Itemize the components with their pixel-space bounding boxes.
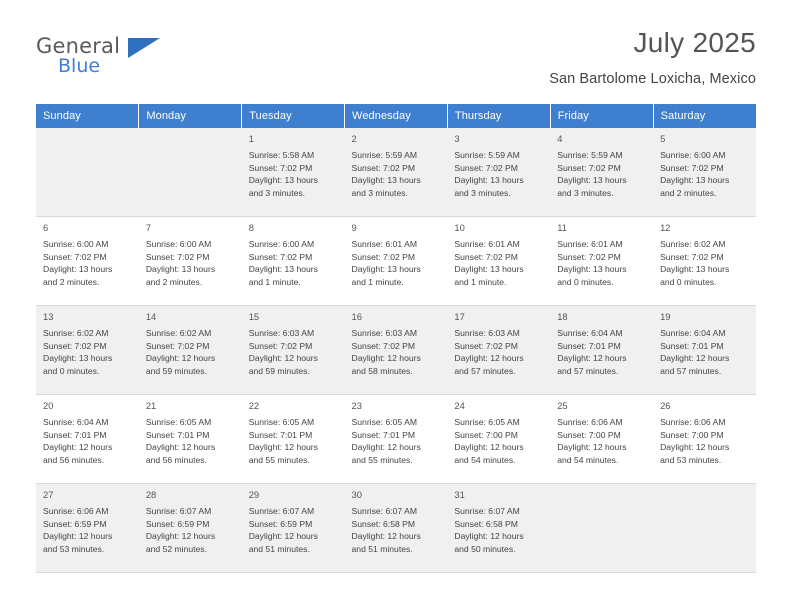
- day-info-line: Sunrise: 6:02 AM: [660, 238, 726, 249]
- day-info-line: Daylight: 13 hours: [454, 264, 524, 275]
- day-info-line: Daylight: 13 hours: [248, 264, 318, 275]
- day-info-line: Sunrise: 5:59 AM: [454, 149, 520, 160]
- day-info-line: Sunrise: 6:03 AM: [454, 327, 520, 338]
- day-info-line: and 2 minutes.: [145, 277, 203, 288]
- calendar-day-cell[interactable]: [36, 217, 139, 306]
- day-number: 4: [557, 133, 563, 144]
- day-info-line: Daylight: 12 hours: [351, 353, 421, 364]
- day-info-line: Sunset: 7:02 PM: [351, 251, 416, 262]
- day-number: 18: [557, 311, 568, 322]
- day-info-line: Sunrise: 6:04 AM: [557, 327, 623, 338]
- day-number: 27: [43, 489, 54, 500]
- day-info-line: Sunset: 7:01 PM: [660, 340, 724, 351]
- day-number: 19: [660, 311, 671, 322]
- day-info-line: Sunrise: 6:05 AM: [351, 416, 417, 427]
- day-info-line: and 2 minutes.: [43, 277, 100, 288]
- day-info-line: and 56 minutes.: [145, 455, 207, 466]
- day-number: 10: [454, 222, 465, 233]
- day-info-line: Sunrise: 6:00 AM: [660, 149, 726, 160]
- day-sun-info: [352, 505, 442, 556]
- day-info-line: Sunrise: 6:06 AM: [43, 505, 109, 516]
- day-number: 25: [557, 400, 568, 411]
- day-number: 6: [43, 222, 49, 233]
- calendar-week-row: [36, 217, 756, 306]
- day-info-line: and 3 minutes.: [454, 188, 511, 199]
- day-number: 21: [145, 400, 157, 411]
- day-info-line: Daylight: 12 hours: [557, 442, 627, 453]
- day-number: 30: [351, 489, 362, 500]
- calendar-day-cell[interactable]: [550, 128, 653, 217]
- day-info-line: Sunrise: 6:03 AM: [248, 327, 315, 338]
- day-info-line: Daylight: 12 hours: [248, 353, 318, 364]
- calendar-day-cell[interactable]: [653, 306, 756, 395]
- calendar-week-row: [36, 395, 756, 484]
- calendar-empty-cell: [139, 128, 242, 217]
- weekday-thursday: Thursday: [447, 104, 550, 128]
- day-sun-info: [249, 416, 339, 467]
- calendar-day-cell[interactable]: [242, 217, 345, 306]
- day-info-line: Sunset: 7:00 PM: [454, 429, 518, 440]
- day-info-line: and 52 minutes.: [145, 544, 207, 555]
- day-sun-info: [146, 416, 236, 467]
- day-info-line: Sunset: 7:02 PM: [351, 340, 416, 351]
- day-info-line: Sunset: 7:01 PM: [557, 340, 621, 351]
- day-info-line: Sunrise: 6:01 AM: [454, 238, 520, 249]
- day-number: 8: [248, 222, 254, 233]
- day-info-line: and 57 minutes.: [660, 366, 722, 377]
- day-info-line: Sunrise: 6:00 AM: [145, 238, 212, 249]
- calendar-week-row: [36, 128, 756, 217]
- weekday-sunday: Sunday: [36, 104, 139, 128]
- day-sun-info: [454, 238, 544, 289]
- day-number: 13: [43, 311, 54, 322]
- day-sun-info: [557, 238, 647, 289]
- day-sun-info: [454, 505, 544, 556]
- weekday-wednesday: Wednesday: [345, 104, 448, 128]
- day-sun-info: [249, 327, 339, 378]
- logo-text-general: General: [36, 34, 121, 58]
- day-info-line: and 54 minutes.: [454, 455, 516, 466]
- day-info-line: Sunset: 6:58 PM: [351, 518, 416, 529]
- day-info-line: Sunrise: 5:59 AM: [351, 149, 417, 160]
- day-info-line: Sunset: 7:01 PM: [248, 429, 313, 440]
- day-sun-info: [557, 416, 647, 467]
- day-info-line: and 51 minutes.: [248, 544, 310, 555]
- calendar-day-cell[interactable]: [36, 306, 139, 395]
- day-info-line: and 3 minutes.: [248, 188, 306, 199]
- day-info-line: Sunrise: 6:06 AM: [660, 416, 726, 427]
- day-info-line: Sunrise: 6:00 AM: [43, 238, 109, 249]
- calendar-day-cell[interactable]: [242, 395, 345, 484]
- day-info-line: and 3 minutes.: [557, 188, 614, 199]
- day-info-line: Daylight: 12 hours: [351, 531, 421, 542]
- day-number: 14: [145, 311, 157, 322]
- day-info-line: Sunrise: 6:07 AM: [145, 505, 212, 516]
- calendar-body: [36, 128, 756, 573]
- day-info-line: Daylight: 12 hours: [454, 442, 524, 453]
- weekday-header-row: [36, 104, 756, 128]
- day-info-line: Sunset: 7:00 PM: [557, 429, 621, 440]
- day-info-line: and 1 minute.: [351, 277, 404, 288]
- day-info-line: Sunset: 7:02 PM: [660, 162, 724, 173]
- day-info-line: Daylight: 12 hours: [660, 353, 730, 364]
- day-number: 28: [145, 489, 157, 500]
- day-sun-info: [352, 416, 442, 467]
- day-info-line: Daylight: 12 hours: [454, 353, 524, 364]
- calendar-day-cell[interactable]: [345, 395, 448, 484]
- day-info-line: Daylight: 12 hours: [557, 353, 627, 364]
- day-info-line: and 58 minutes.: [351, 366, 413, 377]
- day-info-line: Daylight: 13 hours: [145, 264, 216, 275]
- day-sun-info: [43, 238, 133, 289]
- day-number: 5: [660, 133, 666, 144]
- day-info-line: Sunset: 7:02 PM: [145, 251, 210, 262]
- day-number: 12: [660, 222, 671, 233]
- day-info-line: Daylight: 12 hours: [145, 442, 216, 453]
- day-info-line: Sunset: 7:00 PM: [660, 429, 724, 440]
- day-info-line: Sunrise: 6:02 AM: [43, 327, 109, 338]
- day-info-line: Daylight: 13 hours: [248, 175, 318, 186]
- day-info-line: Daylight: 13 hours: [557, 264, 627, 275]
- calendar-day-cell[interactable]: [653, 128, 756, 217]
- day-info-line: Sunset: 7:02 PM: [351, 162, 416, 173]
- day-sun-info: [249, 149, 339, 200]
- day-sun-info: [146, 327, 236, 378]
- calendar-day-cell[interactable]: [447, 128, 550, 217]
- day-info-line: Sunrise: 5:59 AM: [557, 149, 623, 160]
- day-info-line: Sunrise: 6:06 AM: [557, 416, 623, 427]
- calendar-day-cell[interactable]: [447, 395, 550, 484]
- day-info-line: Sunrise: 6:01 AM: [351, 238, 417, 249]
- day-info-line: Sunset: 6:59 PM: [145, 518, 210, 529]
- day-info-line: Sunrise: 6:05 AM: [248, 416, 315, 427]
- calendar-day-cell[interactable]: [447, 484, 550, 573]
- day-number: 23: [351, 400, 362, 411]
- day-info-line: Daylight: 13 hours: [454, 175, 524, 186]
- day-info-line: Sunset: 6:59 PM: [43, 518, 107, 529]
- day-info-line: and 56 minutes.: [43, 455, 105, 466]
- day-info-line: Sunrise: 6:02 AM: [145, 327, 212, 338]
- day-info-line: Daylight: 12 hours: [248, 531, 318, 542]
- calendar-day-cell[interactable]: [550, 217, 653, 306]
- day-info-line: Sunset: 7:02 PM: [248, 340, 313, 351]
- day-info-line: and 0 minutes.: [557, 277, 614, 288]
- day-info-line: Sunset: 7:02 PM: [248, 251, 313, 262]
- day-info-line: and 3 minutes.: [351, 188, 408, 199]
- day-info-line: Sunset: 7:02 PM: [454, 251, 518, 262]
- day-number: 9: [351, 222, 357, 233]
- weekday-tuesday: Tuesday: [242, 104, 345, 128]
- day-info-line: and 0 minutes.: [43, 366, 100, 377]
- day-info-line: Sunset: 7:01 PM: [351, 429, 416, 440]
- day-info-line: Daylight: 12 hours: [43, 531, 113, 542]
- day-sun-info: [660, 327, 750, 378]
- day-info-line: Sunset: 7:02 PM: [557, 162, 621, 173]
- day-info-line: Sunset: 7:02 PM: [454, 162, 518, 173]
- day-info-line: and 54 minutes.: [557, 455, 619, 466]
- day-info-line: Daylight: 12 hours: [660, 442, 730, 453]
- calendar-day-cell[interactable]: [550, 395, 653, 484]
- calendar-day-cell[interactable]: [345, 128, 448, 217]
- calendar-day-cell[interactable]: [345, 484, 448, 573]
- day-info-line: and 59 minutes.: [145, 366, 207, 377]
- calendar-empty-cell: [653, 484, 756, 573]
- day-info-line: Sunrise: 6:07 AM: [351, 505, 417, 516]
- calendar-day-cell[interactable]: [36, 484, 139, 573]
- day-sun-info: [43, 505, 133, 556]
- day-sun-info: [454, 149, 544, 200]
- day-info-line: Daylight: 13 hours: [43, 353, 113, 364]
- day-info-line: Daylight: 12 hours: [454, 531, 524, 542]
- day-number: 1: [248, 133, 254, 144]
- day-sun-info: [146, 505, 236, 556]
- day-info-line: Sunrise: 6:04 AM: [43, 416, 109, 427]
- day-info-line: Daylight: 12 hours: [43, 442, 113, 453]
- calendar-day-cell[interactable]: [242, 128, 345, 217]
- day-info-line: Sunset: 7:02 PM: [557, 251, 621, 262]
- day-sun-info: [146, 238, 236, 289]
- day-info-line: Sunset: 7:02 PM: [43, 251, 107, 262]
- day-info-line: Sunset: 7:02 PM: [145, 340, 210, 351]
- day-info-line: Daylight: 13 hours: [351, 264, 421, 275]
- day-number: 11: [557, 222, 567, 233]
- calendar-week-row: [36, 306, 756, 395]
- day-info-line: and 2 minutes.: [660, 188, 717, 199]
- weekday-saturday: Saturday: [653, 104, 756, 128]
- calendar-week-row: [36, 484, 756, 573]
- day-info-line: Sunset: 7:02 PM: [43, 340, 107, 351]
- weekday-friday: Friday: [550, 104, 653, 128]
- day-sun-info: [352, 149, 442, 200]
- calendar-day-cell[interactable]: [447, 306, 550, 395]
- calendar-day-cell[interactable]: [139, 217, 242, 306]
- day-info-line: Sunrise: 6:07 AM: [248, 505, 315, 516]
- calendar-day-cell[interactable]: [139, 484, 242, 573]
- day-sun-info: [352, 327, 442, 378]
- day-info-line: Sunrise: 6:03 AM: [351, 327, 417, 338]
- day-info-line: Daylight: 13 hours: [557, 175, 627, 186]
- day-info-line: Daylight: 12 hours: [145, 531, 216, 542]
- day-info-line: Sunrise: 6:01 AM: [557, 238, 623, 249]
- calendar-day-cell[interactable]: [447, 217, 550, 306]
- logo-text-blue: Blue: [58, 55, 101, 77]
- page-title: July 2025: [633, 27, 756, 58]
- day-info-line: and 50 minutes.: [454, 544, 516, 555]
- day-info-line: Sunrise: 6:04 AM: [660, 327, 726, 338]
- day-sun-info: [660, 238, 750, 289]
- day-info-line: and 51 minutes.: [351, 544, 413, 555]
- calendar-day-cell[interactable]: [345, 217, 448, 306]
- day-number: 16: [351, 311, 362, 322]
- day-sun-info: [43, 416, 133, 467]
- day-sun-info: [43, 327, 133, 378]
- day-info-line: and 53 minutes.: [660, 455, 722, 466]
- day-info-line: Daylight: 13 hours: [660, 175, 730, 186]
- day-number: 24: [454, 400, 465, 411]
- day-number: 26: [660, 400, 671, 411]
- day-number: 29: [248, 489, 260, 500]
- day-info-line: Daylight: 12 hours: [351, 442, 421, 453]
- calendar-table: [36, 104, 756, 573]
- day-info-line: Daylight: 13 hours: [660, 264, 730, 275]
- day-info-line: and 1 minute.: [454, 277, 507, 288]
- day-sun-info: [249, 505, 339, 556]
- day-info-line: Sunrise: 6:05 AM: [145, 416, 212, 427]
- day-number: 3: [454, 133, 460, 144]
- calendar-day-cell[interactable]: [242, 484, 345, 573]
- day-info-line: and 55 minutes.: [248, 455, 310, 466]
- calendar-day-cell[interactable]: [139, 306, 242, 395]
- day-info-line: and 0 minutes.: [660, 277, 717, 288]
- day-sun-info: [249, 238, 339, 289]
- day-sun-info: [557, 327, 647, 378]
- calendar-day-cell[interactable]: [653, 395, 756, 484]
- day-number: 31: [454, 489, 465, 500]
- day-info-line: Sunset: 7:02 PM: [660, 251, 724, 262]
- calendar-day-cell[interactable]: [139, 395, 242, 484]
- day-info-line: Sunset: 7:02 PM: [454, 340, 518, 351]
- calendar-empty-cell: [36, 128, 139, 217]
- day-info-line: and 57 minutes.: [557, 366, 619, 377]
- calendar-day-cell[interactable]: [36, 395, 139, 484]
- day-info-line: and 59 minutes.: [248, 366, 310, 377]
- day-info-line: and 1 minute.: [248, 277, 301, 288]
- day-sun-info: [454, 327, 544, 378]
- logo-flag-icon: [128, 38, 160, 58]
- day-number: 20: [43, 400, 54, 411]
- day-number: 7: [145, 222, 152, 233]
- day-number: 17: [454, 311, 465, 322]
- calendar-day-cell[interactable]: [345, 306, 448, 395]
- calendar-day-cell[interactable]: [242, 306, 345, 395]
- day-info-line: Sunset: 7:02 PM: [248, 162, 313, 173]
- calendar-day-cell[interactable]: [550, 306, 653, 395]
- page-header: [36, 28, 756, 90]
- day-number: 2: [351, 133, 357, 144]
- day-sun-info: [352, 238, 442, 289]
- day-info-line: and 53 minutes.: [43, 544, 105, 555]
- day-info-line: Sunrise: 5:58 AM: [248, 149, 315, 160]
- day-number: 22: [248, 400, 260, 411]
- day-info-line: and 57 minutes.: [454, 366, 516, 377]
- weekday-monday: Monday: [139, 104, 242, 128]
- location-subtitle: San Bartolome Loxicha, Mexico: [549, 70, 756, 87]
- calendar-day-cell[interactable]: [653, 217, 756, 306]
- day-info-line: Daylight: 12 hours: [248, 442, 318, 453]
- day-sun-info: [660, 416, 750, 467]
- day-info-line: Sunrise: 6:00 AM: [248, 238, 315, 249]
- day-info-line: Daylight: 13 hours: [351, 175, 421, 186]
- day-sun-info: [454, 416, 544, 467]
- day-info-line: Sunset: 6:58 PM: [454, 518, 518, 529]
- header-right: [549, 28, 756, 87]
- day-info-line: Sunrise: 6:05 AM: [454, 416, 520, 427]
- day-info-line: Sunrise: 6:07 AM: [454, 505, 520, 516]
- day-info-line: Daylight: 12 hours: [145, 353, 216, 364]
- day-info-line: Daylight: 13 hours: [43, 264, 113, 275]
- logo: [36, 28, 186, 77]
- day-info-line: and 55 minutes.: [351, 455, 413, 466]
- day-info-line: Sunset: 7:01 PM: [43, 429, 107, 440]
- calendar-empty-cell: [550, 484, 653, 573]
- day-sun-info: [660, 149, 750, 200]
- day-number: 15: [248, 311, 260, 322]
- day-sun-info: [557, 149, 647, 200]
- day-info-line: Sunset: 7:01 PM: [145, 429, 210, 440]
- day-info-line: Sunset: 6:59 PM: [248, 518, 313, 529]
